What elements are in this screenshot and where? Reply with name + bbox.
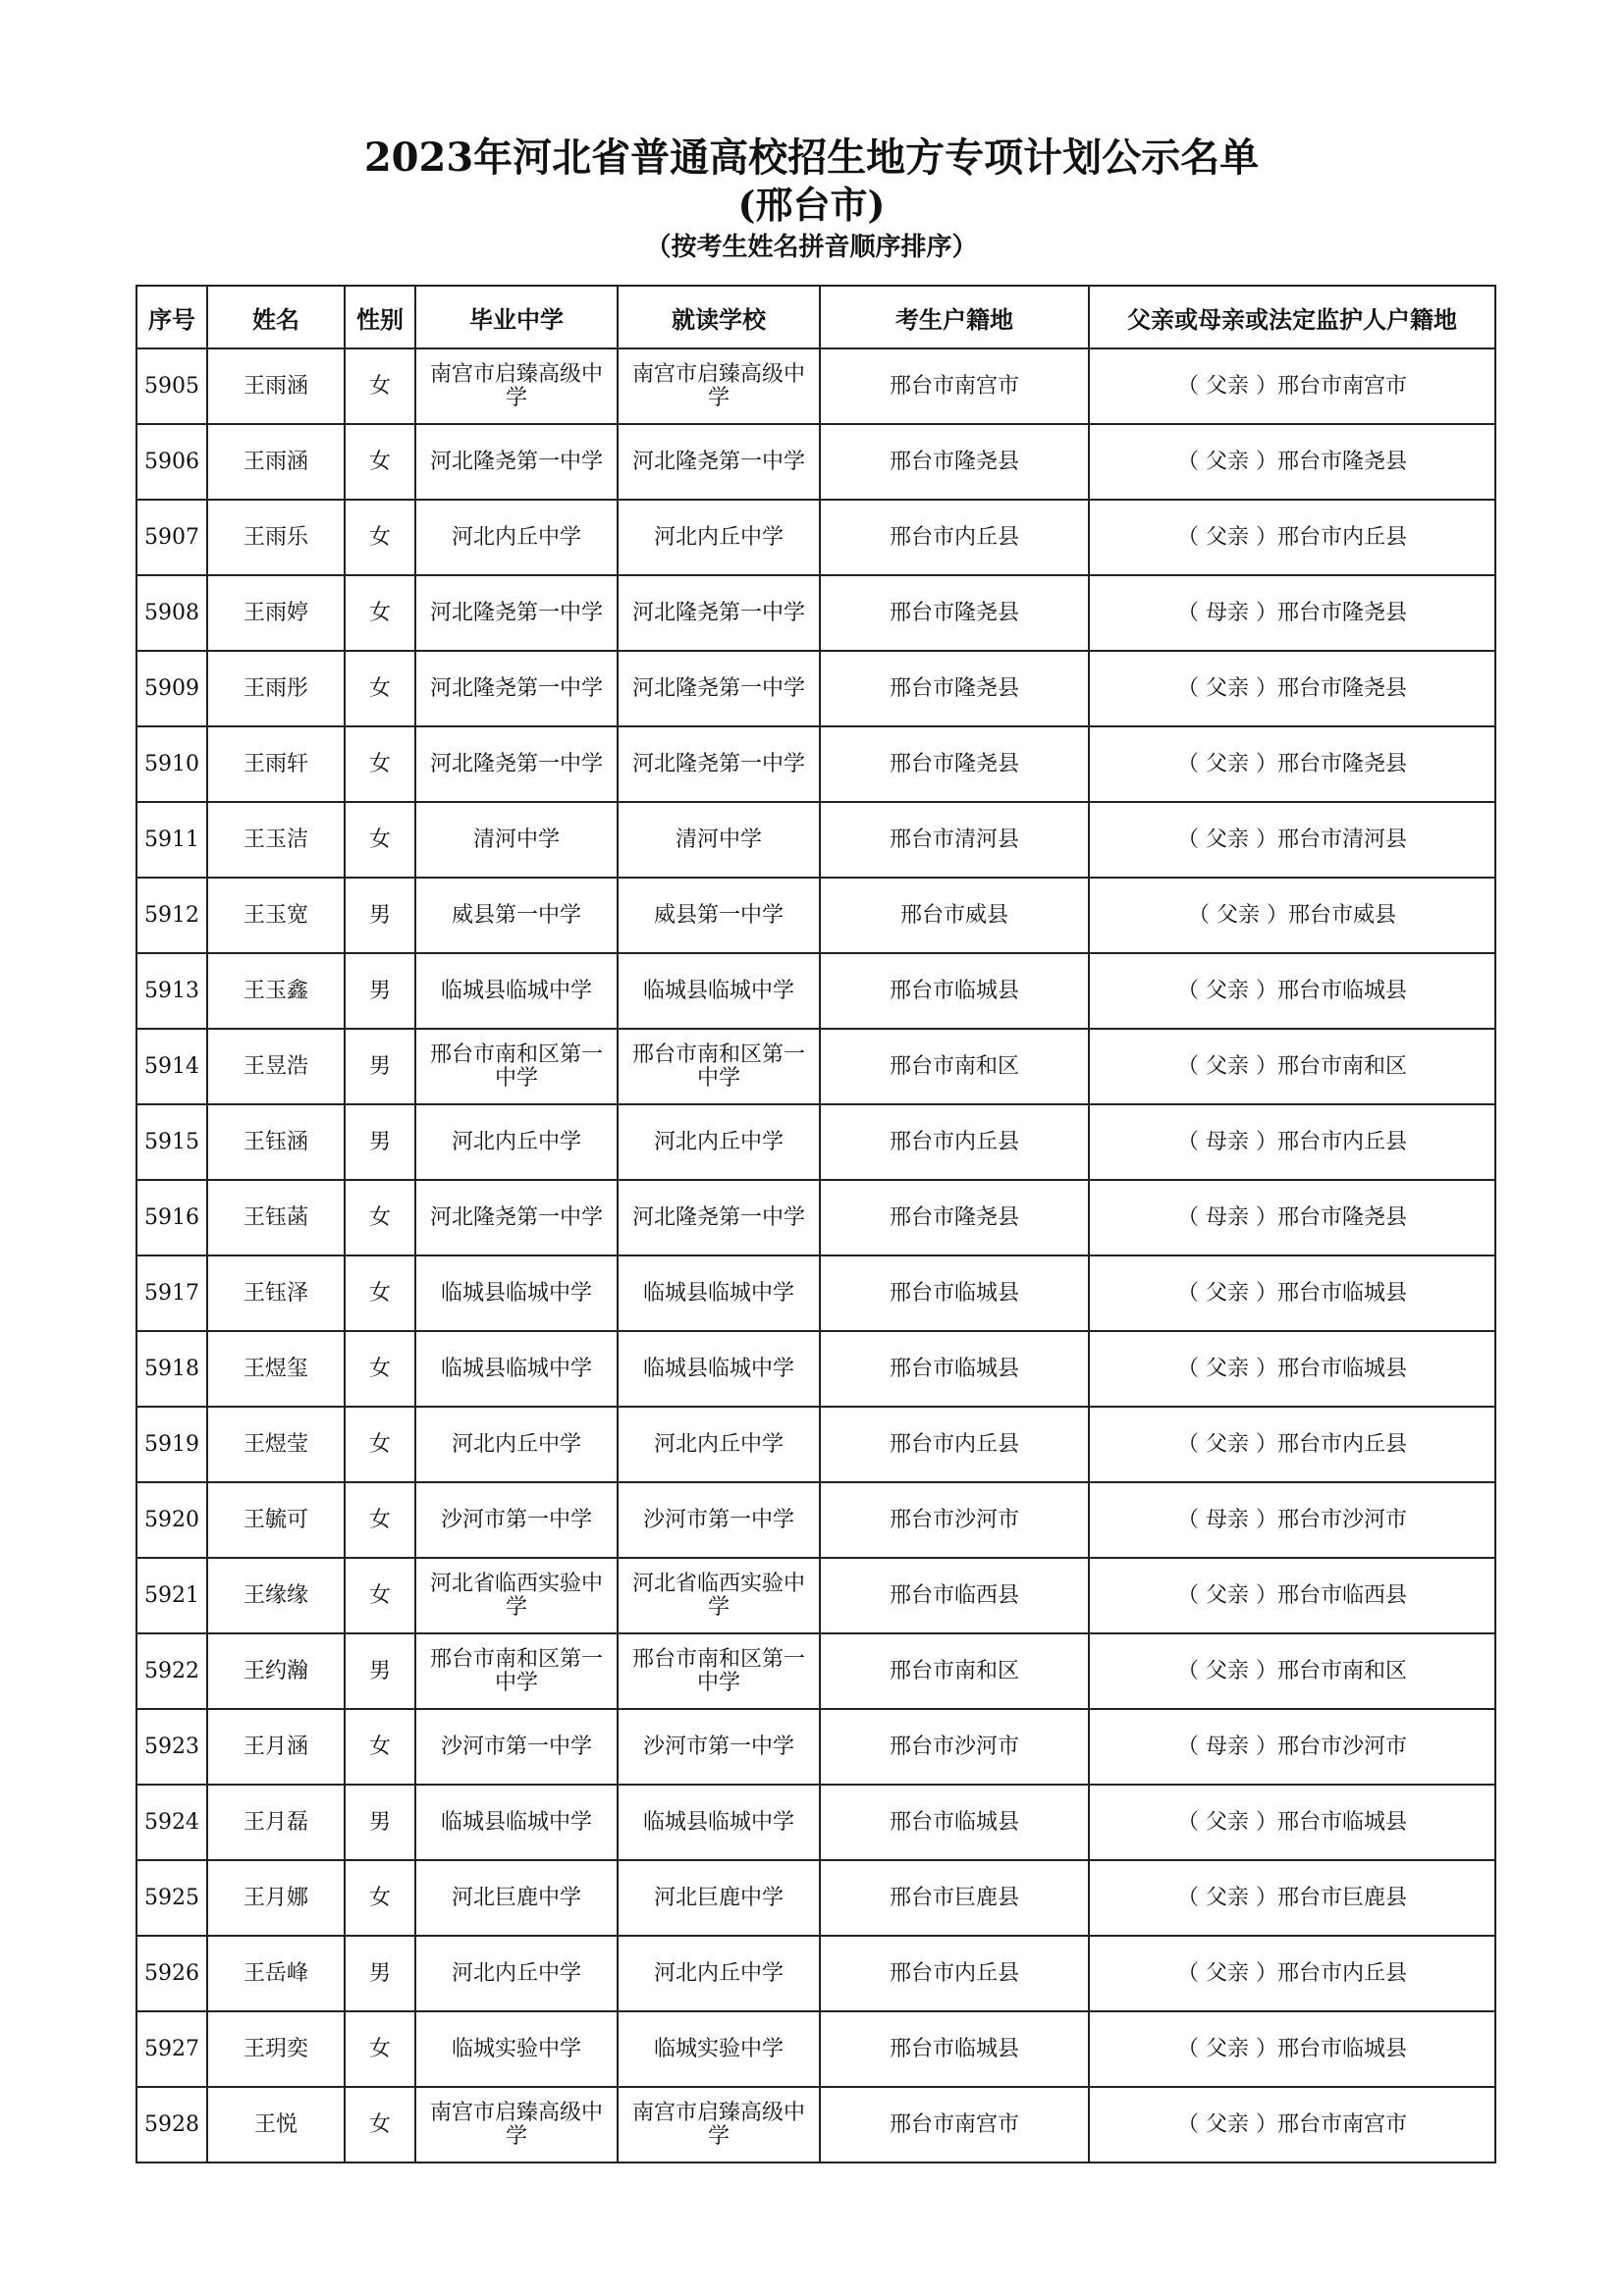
cell-hukou: 邢台市内丘县 <box>820 1936 1089 2011</box>
cell-name: 王缘缘 <box>207 1558 345 1633</box>
cell-gender: 女 <box>345 1255 415 1331</box>
cell-hukou: 邢台市巨鹿县 <box>820 1860 1089 1936</box>
cell-gender: 女 <box>345 1482 415 1558</box>
cell-gender: 女 <box>345 424 415 500</box>
cell-hukou: 邢台市沙河市 <box>820 1482 1089 1558</box>
cell-guardian: （ 父亲 ）邢台市隆尧县 <box>1089 726 1495 802</box>
cell-gender: 女 <box>345 802 415 878</box>
cell-grad-school: 河北内丘中学 <box>415 1104 618 1180</box>
table-row <box>136 1633 1495 1709</box>
cell-current-school: 河北巨鹿中学 <box>618 1860 820 1936</box>
cell-no: 5905 <box>136 348 207 424</box>
cell-name: 王岳峰 <box>207 1936 345 2011</box>
cell-gender: 男 <box>345 1785 415 1860</box>
cell-gender: 男 <box>345 1633 415 1709</box>
cell-hukou: 邢台市沙河市 <box>820 1709 1089 1785</box>
cell-guardian: （ 母亲 ）邢台市沙河市 <box>1089 1709 1495 1785</box>
cell-gender: 女 <box>345 1331 415 1407</box>
cell-gender: 男 <box>345 953 415 1029</box>
cell-name: 王约瀚 <box>207 1633 345 1709</box>
cell-grad-school: 河北内丘中学 <box>415 1936 618 2011</box>
cell-grad-school: 河北隆尧第一中学 <box>415 726 618 802</box>
cell-name: 王月涵 <box>207 1709 345 1785</box>
table-row <box>136 1482 1495 1558</box>
cell-hukou: 邢台市临城县 <box>820 953 1089 1029</box>
table-row <box>136 1104 1495 1180</box>
cell-current-school: 临城县临城中学 <box>618 1785 820 1860</box>
header-current-school: 就读学校 <box>618 286 820 348</box>
table-row <box>136 1331 1495 1407</box>
cell-name: 王月磊 <box>207 1785 345 1860</box>
cell-current-school: 邢台市南和区第一中学 <box>618 1633 820 1709</box>
cell-hukou: 邢台市南宫市 <box>820 2087 1089 2163</box>
cell-grad-school: 临城县临城中学 <box>415 953 618 1029</box>
cell-name: 王毓可 <box>207 1482 345 1558</box>
cell-no: 5925 <box>136 1860 207 1936</box>
cell-grad-school: 河北隆尧第一中学 <box>415 575 618 651</box>
cell-no: 5926 <box>136 1936 207 2011</box>
cell-no: 5923 <box>136 1709 207 1785</box>
cell-current-school: 临城县临城中学 <box>618 1331 820 1407</box>
cell-grad-school: 河北省临西实验中学 <box>415 1558 618 1633</box>
cell-hukou: 邢台市临西县 <box>820 1558 1089 1633</box>
cell-guardian: （ 父亲 ）邢台市隆尧县 <box>1089 424 1495 500</box>
roster-table <box>135 285 1496 2163</box>
cell-gender: 女 <box>345 500 415 575</box>
cell-gender: 男 <box>345 878 415 953</box>
cell-no: 5924 <box>136 1785 207 1860</box>
cell-no: 5908 <box>136 575 207 651</box>
cell-hukou: 邢台市隆尧县 <box>820 651 1089 726</box>
cell-current-school: 临城县临城中学 <box>618 1255 820 1331</box>
table-row <box>136 2011 1495 2087</box>
cell-no: 5928 <box>136 2087 207 2163</box>
cell-gender: 女 <box>345 1709 415 1785</box>
cell-hukou: 邢台市内丘县 <box>820 1407 1089 1482</box>
cell-name: 王雨涵 <box>207 424 345 500</box>
cell-guardian: （ 母亲 ）邢台市隆尧县 <box>1089 1180 1495 1255</box>
table-row <box>136 2087 1495 2163</box>
cell-guardian: （ 父亲 ）邢台市隆尧县 <box>1089 651 1495 726</box>
cell-current-school: 河北内丘中学 <box>618 1104 820 1180</box>
cell-grad-school: 威县第一中学 <box>415 878 618 953</box>
cell-current-school: 河北隆尧第一中学 <box>618 651 820 726</box>
cell-guardian: （ 父亲 ）邢台市清河县 <box>1089 802 1495 878</box>
cell-guardian: （ 父亲 ）邢台市威县 <box>1089 878 1495 953</box>
table-row <box>136 726 1495 802</box>
cell-name: 王悦 <box>207 2087 345 2163</box>
cell-gender: 女 <box>345 575 415 651</box>
cell-current-school: 邢台市南和区第一中学 <box>618 1029 820 1104</box>
cell-guardian: （ 父亲 ）邢台市内丘县 <box>1089 1936 1495 2011</box>
table-row <box>136 500 1495 575</box>
cell-grad-school: 河北隆尧第一中学 <box>415 424 618 500</box>
table-row <box>136 1029 1495 1104</box>
cell-grad-school: 临城县临城中学 <box>415 1331 618 1407</box>
cell-grad-school: 河北巨鹿中学 <box>415 1860 618 1936</box>
cell-grad-school: 南宫市启臻高级中学 <box>415 348 618 424</box>
cell-no: 5911 <box>136 802 207 878</box>
cell-guardian: （ 母亲 ）邢台市沙河市 <box>1089 1482 1495 1558</box>
cell-name: 王玥奕 <box>207 2011 345 2087</box>
table-body <box>136 348 1495 2163</box>
cell-no: 5919 <box>136 1407 207 1482</box>
cell-name: 王月娜 <box>207 1860 345 1936</box>
cell-guardian: （ 父亲 ）邢台市南宫市 <box>1089 2087 1495 2163</box>
cell-hukou: 邢台市临城县 <box>820 1255 1089 1331</box>
cell-hukou: 邢台市隆尧县 <box>820 1180 1089 1255</box>
cell-guardian: （ 父亲 ）邢台市内丘县 <box>1089 1407 1495 1482</box>
cell-no: 5916 <box>136 1180 207 1255</box>
cell-gender: 女 <box>345 2087 415 2163</box>
cell-guardian: （ 父亲 ）邢台市临西县 <box>1089 1558 1495 1633</box>
cell-grad-school: 沙河市第一中学 <box>415 1482 618 1558</box>
cell-name: 王玉洁 <box>207 802 345 878</box>
cell-no: 5912 <box>136 878 207 953</box>
cell-grad-school: 河北隆尧第一中学 <box>415 1180 618 1255</box>
table-row <box>136 424 1495 500</box>
cell-gender: 女 <box>345 1558 415 1633</box>
cell-guardian: （ 父亲 ）邢台市临城县 <box>1089 1331 1495 1407</box>
cell-hukou: 邢台市内丘县 <box>820 1104 1089 1180</box>
cell-name: 王煜莹 <box>207 1407 345 1482</box>
cell-gender: 女 <box>345 1180 415 1255</box>
cell-gender: 男 <box>345 1936 415 2011</box>
table-row <box>136 1558 1495 1633</box>
cell-current-school: 河北省临西实验中学 <box>618 1558 820 1633</box>
cell-gender: 女 <box>345 1860 415 1936</box>
cell-grad-school: 清河中学 <box>415 802 618 878</box>
cell-guardian: （ 母亲 ）邢台市内丘县 <box>1089 1104 1495 1180</box>
cell-grad-school: 河北内丘中学 <box>415 1407 618 1482</box>
cell-grad-school: 河北隆尧第一中学 <box>415 651 618 726</box>
cell-current-school: 南宫市启臻高级中学 <box>618 348 820 424</box>
cell-current-school: 河北隆尧第一中学 <box>618 1180 820 1255</box>
table-row <box>136 1709 1495 1785</box>
cell-current-school: 河北内丘中学 <box>618 1936 820 2011</box>
cell-grad-school: 邢台市南和区第一中学 <box>415 1029 618 1104</box>
cell-current-school: 南宫市启臻高级中学 <box>618 2087 820 2163</box>
cell-current-school: 河北隆尧第一中学 <box>618 575 820 651</box>
cell-guardian: （ 母亲 ）邢台市隆尧县 <box>1089 575 1495 651</box>
cell-name: 王煜玺 <box>207 1331 345 1407</box>
cell-name: 王雨涵 <box>207 348 345 424</box>
cell-gender: 女 <box>345 1407 415 1482</box>
cell-name: 王玉宽 <box>207 878 345 953</box>
cell-no: 5927 <box>136 2011 207 2087</box>
table-row <box>136 1785 1495 1860</box>
cell-guardian: （ 父亲 ）邢台市内丘县 <box>1089 500 1495 575</box>
cell-no: 5922 <box>136 1633 207 1709</box>
cell-hukou: 邢台市临城县 <box>820 1785 1089 1860</box>
cell-name: 王昱浩 <box>207 1029 345 1104</box>
cell-no: 5913 <box>136 953 207 1029</box>
cell-current-school: 临城县临城中学 <box>618 953 820 1029</box>
document-title: 2023年河北省普通高校招生地方专项计划公示名单 <box>363 134 1260 181</box>
header-grad-school: 毕业中学 <box>415 286 618 348</box>
cell-hukou: 邢台市隆尧县 <box>820 424 1089 500</box>
cell-no: 5909 <box>136 651 207 726</box>
cell-name: 王雨彤 <box>207 651 345 726</box>
table-row <box>136 1936 1495 2011</box>
cell-no: 5917 <box>136 1255 207 1331</box>
cell-gender: 女 <box>345 2011 415 2087</box>
header-no: 序号 <box>136 286 207 348</box>
cell-no: 5914 <box>136 1029 207 1104</box>
cell-no: 5915 <box>136 1104 207 1180</box>
cell-current-school: 临城实验中学 <box>618 2011 820 2087</box>
table-row <box>136 575 1495 651</box>
cell-no: 5907 <box>136 500 207 575</box>
cell-name: 王雨轩 <box>207 726 345 802</box>
cell-grad-school: 南宫市启臻高级中学 <box>415 2087 618 2163</box>
cell-guardian: （ 父亲 ）邢台市临城县 <box>1089 1785 1495 1860</box>
cell-hukou: 邢台市南宫市 <box>820 348 1089 424</box>
cell-name: 王钰泽 <box>207 1255 345 1331</box>
table-row <box>136 651 1495 726</box>
cell-name: 王钰菡 <box>207 1180 345 1255</box>
cell-grad-school: 临城县临城中学 <box>415 1785 618 1860</box>
table-row <box>136 802 1495 878</box>
table-row <box>136 1407 1495 1482</box>
sort-note: （按考生姓名拼音顺序排序） <box>645 233 978 262</box>
cell-grad-school: 沙河市第一中学 <box>415 1709 618 1785</box>
header-row <box>136 286 1495 348</box>
cell-guardian: （ 父亲 ）邢台市临城县 <box>1089 1255 1495 1331</box>
cell-hukou: 邢台市临城县 <box>820 2011 1089 2087</box>
cell-gender: 女 <box>345 726 415 802</box>
cell-current-school: 河北隆尧第一中学 <box>618 726 820 802</box>
document-subtitle: (邢台市) <box>737 183 886 227</box>
table-row <box>136 348 1495 424</box>
cell-hukou: 邢台市隆尧县 <box>820 726 1089 802</box>
cell-name: 王雨乐 <box>207 500 345 575</box>
table-row <box>136 1860 1495 1936</box>
header-name: 姓名 <box>207 286 345 348</box>
cell-gender: 女 <box>345 348 415 424</box>
cell-current-school: 河北内丘中学 <box>618 1407 820 1482</box>
header-hukou: 考生户籍地 <box>820 286 1089 348</box>
cell-current-school: 沙河市第一中学 <box>618 1482 820 1558</box>
cell-no: 5918 <box>136 1331 207 1407</box>
cell-gender: 男 <box>345 1104 415 1180</box>
cell-current-school: 清河中学 <box>618 802 820 878</box>
cell-current-school: 沙河市第一中学 <box>618 1709 820 1785</box>
cell-hukou: 邢台市南和区 <box>820 1633 1089 1709</box>
cell-current-school: 威县第一中学 <box>618 878 820 953</box>
cell-gender: 女 <box>345 651 415 726</box>
cell-guardian: （ 父亲 ）邢台市南和区 <box>1089 1029 1495 1104</box>
cell-grad-school: 河北内丘中学 <box>415 500 618 575</box>
cell-hukou: 邢台市南和区 <box>820 1029 1089 1104</box>
cell-grad-school: 邢台市南和区第一中学 <box>415 1633 618 1709</box>
header-gender: 性别 <box>345 286 415 348</box>
cell-no: 5906 <box>136 424 207 500</box>
table-row <box>136 953 1495 1029</box>
header-guardian: 父亲或母亲或法定监护人户籍地 <box>1089 286 1495 348</box>
cell-hukou: 邢台市清河县 <box>820 802 1089 878</box>
cell-grad-school: 临城县临城中学 <box>415 1255 618 1331</box>
cell-guardian: （ 父亲 ）邢台市南宫市 <box>1089 348 1495 424</box>
cell-current-school: 河北内丘中学 <box>618 500 820 575</box>
cell-name: 王钰涵 <box>207 1104 345 1180</box>
cell-no: 5910 <box>136 726 207 802</box>
cell-no: 5921 <box>136 1558 207 1633</box>
cell-no: 5920 <box>136 1482 207 1558</box>
cell-current-school: 河北隆尧第一中学 <box>618 424 820 500</box>
cell-guardian: （ 父亲 ）邢台市南和区 <box>1089 1633 1495 1709</box>
cell-name: 王雨婷 <box>207 575 345 651</box>
cell-hukou: 邢台市临城县 <box>820 1331 1089 1407</box>
cell-name: 王玉鑫 <box>207 953 345 1029</box>
table-row <box>136 1255 1495 1331</box>
cell-guardian: （ 父亲 ）邢台市巨鹿县 <box>1089 1860 1495 1936</box>
table-row <box>136 878 1495 953</box>
table-row <box>136 1180 1495 1255</box>
cell-grad-school: 临城实验中学 <box>415 2011 618 2087</box>
cell-gender: 男 <box>345 1029 415 1104</box>
cell-hukou: 邢台市隆尧县 <box>820 575 1089 651</box>
cell-hukou: 邢台市内丘县 <box>820 500 1089 575</box>
cell-guardian: （ 父亲 ）邢台市临城县 <box>1089 953 1495 1029</box>
cell-guardian: （ 父亲 ）邢台市临城县 <box>1089 2011 1495 2087</box>
cell-hukou: 邢台市威县 <box>820 878 1089 953</box>
